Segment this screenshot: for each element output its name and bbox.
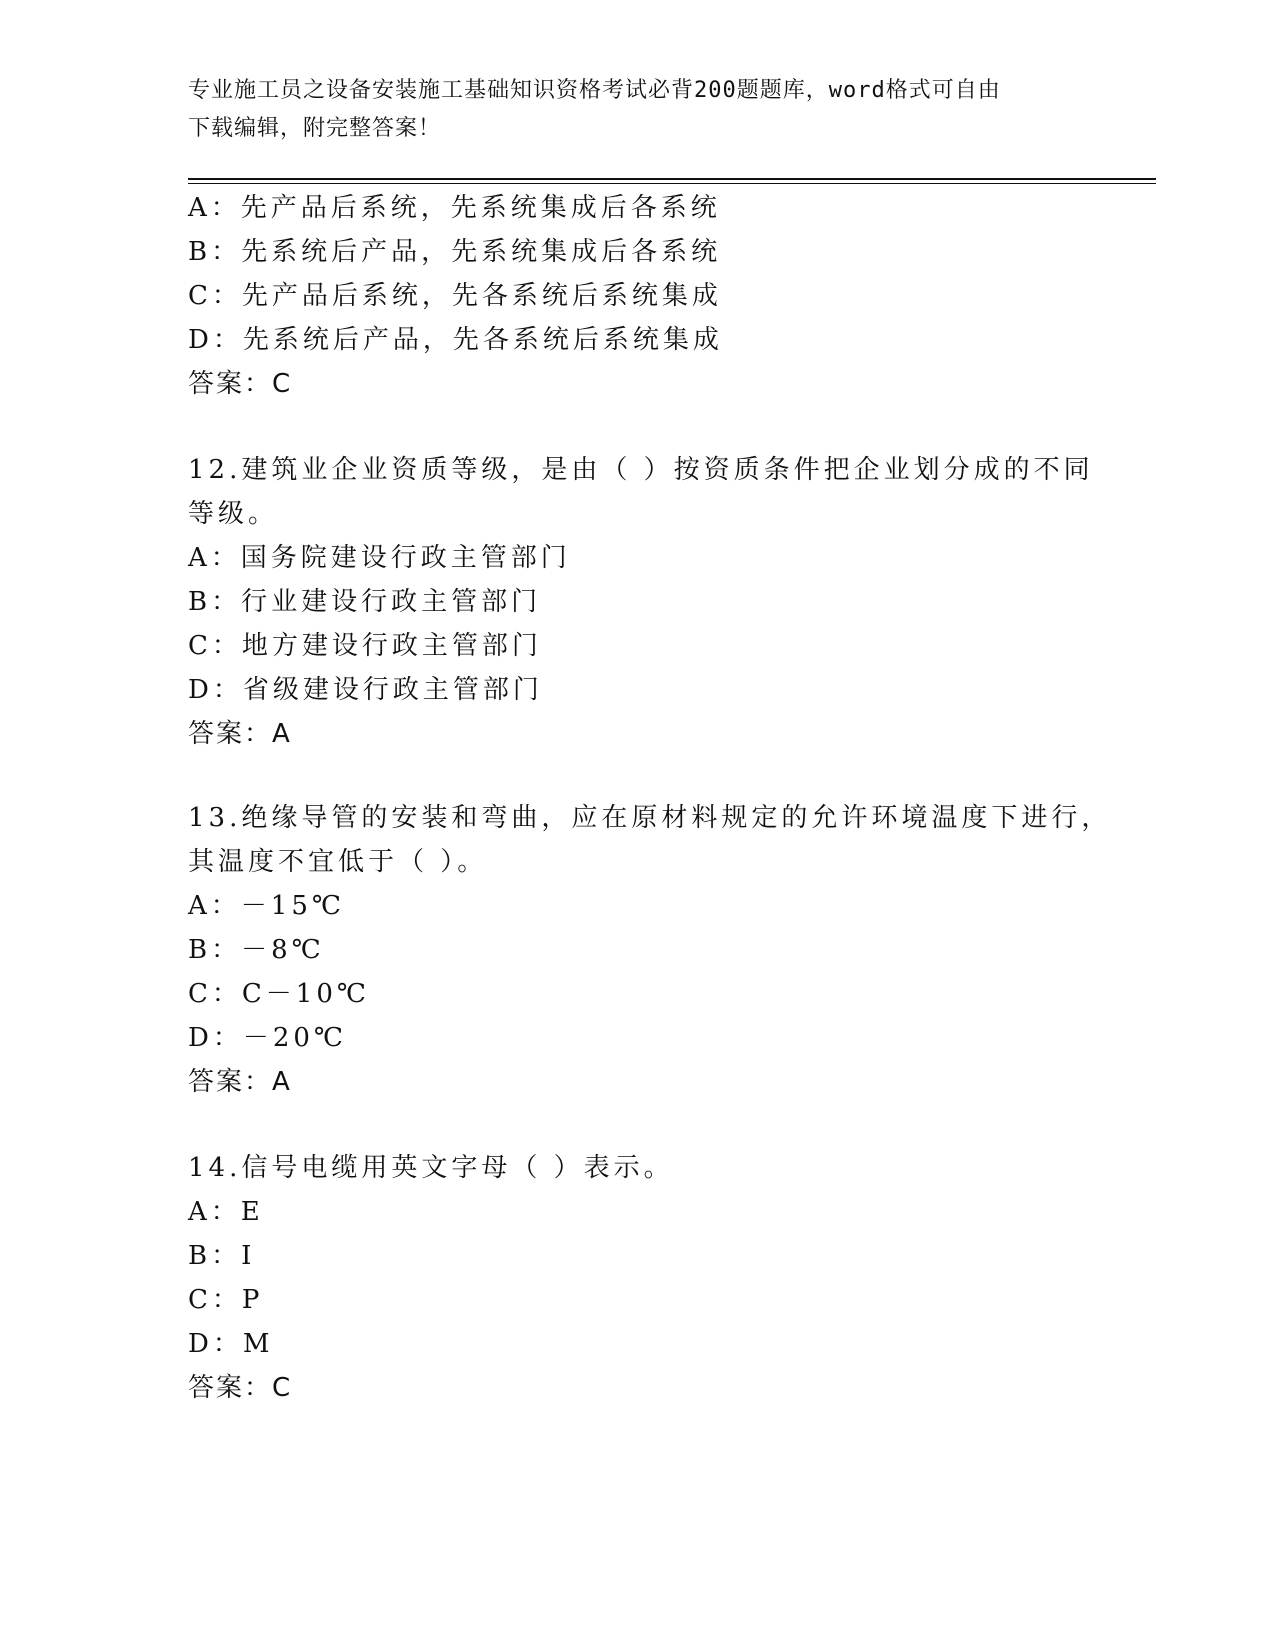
q14-option-c: C：P xyxy=(188,1285,264,1315)
q12-answer: 答案：A xyxy=(188,719,292,749)
q12-stem-line-1: 12.建筑业企业资质等级，是由（ ）按资质条件把企业划分成的不同 xyxy=(188,455,1094,485)
header-divider-thin xyxy=(188,183,1156,184)
q12-option-d: D：省级建设行政主管部门 xyxy=(188,675,543,705)
q14-option-d: D：M xyxy=(188,1329,274,1359)
document-header xyxy=(188,72,1088,148)
q13-answer: 答案：A xyxy=(188,1067,292,1097)
q13-option-b: B：－8℃ xyxy=(188,935,325,965)
header-line-2: 下载编辑，附完整答案！ xyxy=(188,116,442,141)
q11-option-a: A：先产品后系统，先系统集成后各系统 xyxy=(188,193,721,223)
header-divider-thick xyxy=(188,178,1156,180)
q14-option-a: A：E xyxy=(188,1197,264,1227)
q13-option-a: A：－15℃ xyxy=(188,891,345,921)
q11-option-b: B：先系统后产品，先系统集成后各系统 xyxy=(188,237,722,267)
q12-option-a: A：国务院建设行政主管部门 xyxy=(188,543,571,573)
q13-stem-line-2: 其温度不宜低于（ ）。 xyxy=(188,847,488,877)
q12-option-b: B：行业建设行政主管部门 xyxy=(188,587,542,617)
q13-stem-line-1: 13.绝缘导管的安装和弯曲，应在原材料规定的允许环境温度下进行， xyxy=(188,803,1112,833)
q12-stem-line-2: 等级。 xyxy=(188,499,279,529)
q11-answer: 答案：C xyxy=(188,369,293,399)
q11-option-c: C：先产品后系统，先各系统后系统集成 xyxy=(188,281,722,311)
q12-option-c: C：地方建设行政主管部门 xyxy=(188,631,542,661)
header-line-1: 专业施工员之设备安装施工基础知识资格考试必背200题题库，word格式可自由 xyxy=(188,78,1001,103)
q13-option-d: D：－20℃ xyxy=(188,1023,348,1053)
q14-answer: 答案：C xyxy=(188,1373,293,1403)
q13-option-c: C：C－10℃ xyxy=(188,979,370,1009)
q14-option-b: B：I xyxy=(188,1241,256,1271)
q11-option-d: D：先系统后产品，先各系统后系统集成 xyxy=(188,325,723,355)
q14-stem-line-1: 14.信号电缆用英文字母（ ）表示。 xyxy=(188,1153,674,1183)
